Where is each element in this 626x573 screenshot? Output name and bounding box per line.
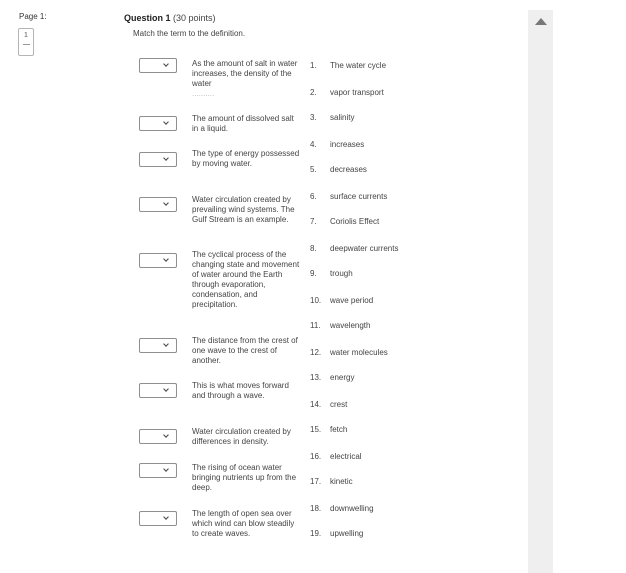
term-label: energy: [330, 373, 355, 382]
scrollbar[interactable]: [528, 10, 553, 573]
term-number: 16.: [310, 452, 322, 461]
term-label: decreases: [330, 165, 367, 174]
term-number: 15.: [310, 425, 322, 434]
answer-dropdown[interactable]: [139, 197, 177, 212]
definition-label: The cyclical process of the changing state and movement of water around the Earth through evaporation, condensation, and precipitation.: [192, 250, 300, 309]
chevron-down-icon: [163, 341, 169, 347]
term-number: 14.: [310, 400, 322, 409]
definition-text: [192, 149, 302, 169]
page-number: 1: [24, 32, 28, 39]
chevron-down-icon: [163, 119, 169, 125]
definition-text: [192, 509, 302, 539]
term-number: 3.: [310, 113, 317, 122]
term-label: wave period: [330, 296, 374, 305]
definition-label: The type of energy possessed by moving water.: [192, 149, 300, 168]
term-number: 2.: [310, 88, 317, 97]
definition-label: This is what moves forward and through a wave.: [192, 381, 289, 400]
term-label: electrical: [330, 452, 362, 461]
definition-label: The rising of ocean water bringing nutrients up from the deep.: [192, 463, 297, 492]
chevron-down-icon: [163, 432, 169, 438]
question-instruction: Match the term to the definition.: [133, 29, 246, 38]
definition-label: Water circulation created by prevailing wind systems. The Gulf Stream is an example.: [192, 195, 295, 224]
definition-text: [192, 114, 302, 134]
page-label: Page 1:: [19, 12, 47, 21]
term-number: 17.: [310, 477, 322, 486]
term-number: 19.: [310, 529, 322, 538]
term-number: 11.: [310, 321, 321, 330]
term-label: Coriolis Effect: [330, 217, 380, 226]
term-label: trough: [330, 269, 353, 278]
term-label: water molecules: [330, 348, 388, 357]
definition-label: The distance from the crest of one wave to the crest of another.: [192, 336, 298, 365]
term-number: 8.: [310, 244, 317, 253]
term-label: The water cycle: [330, 61, 387, 70]
term-number: 12.: [310, 348, 322, 357]
page-thumbnail-1[interactable]: [18, 28, 34, 56]
term-label: salinity: [330, 113, 355, 122]
term-number: 10.: [310, 296, 322, 305]
definition-label: Water circulation created by differences in density.: [192, 427, 291, 446]
chevron-down-icon: [163, 200, 169, 206]
term-label: downwelling: [330, 504, 374, 513]
term-label: deepwater currents: [330, 244, 399, 253]
question-points: (30 points): [173, 13, 216, 23]
answer-dropdown[interactable]: [139, 429, 177, 444]
answer-dropdown[interactable]: [139, 338, 177, 353]
term-number: 13.: [310, 373, 322, 382]
definition-tail: ..........: [192, 89, 215, 98]
term-label: fetch: [330, 425, 348, 434]
term-number: 4.: [310, 140, 317, 149]
definition-text: [192, 195, 302, 225]
definition-text: [192, 250, 302, 310]
term-number: 1.: [310, 61, 317, 70]
chevron-down-icon: [163, 514, 169, 520]
term-label: crest: [330, 400, 348, 409]
definition-text: [192, 463, 302, 493]
answer-dropdown[interactable]: [139, 463, 177, 478]
answer-dropdown[interactable]: [139, 511, 177, 526]
definition-text: [192, 59, 302, 99]
chevron-down-icon: [163, 386, 169, 392]
definition-label: The length of open sea over which wind can blow steadily to create waves.: [192, 509, 295, 538]
chevron-down-icon: [163, 61, 169, 67]
question-number: Question 1: [124, 13, 171, 23]
term-number: 7.: [310, 217, 317, 226]
term-label: vapor transport: [330, 88, 384, 97]
term-label: upwelling: [330, 529, 364, 538]
term-label: surface currents: [330, 192, 388, 201]
term-number: 9.: [310, 269, 317, 278]
triangle-up-icon[interactable]: [535, 18, 547, 25]
definition-text: [192, 381, 302, 401]
chevron-down-icon: [163, 256, 169, 262]
answer-dropdown[interactable]: [139, 116, 177, 131]
chevron-down-icon: [163, 466, 169, 472]
page-thumbnail-line: [23, 44, 30, 45]
term-label: increases: [330, 140, 365, 149]
term-number: 5.: [310, 165, 317, 174]
definition-text: [192, 427, 302, 447]
term-label: kinetic: [330, 477, 353, 486]
definition-text: [192, 336, 302, 366]
answer-dropdown[interactable]: [139, 383, 177, 398]
question-title: [124, 13, 216, 23]
answer-dropdown[interactable]: [139, 152, 177, 167]
answer-dropdown[interactable]: [139, 58, 177, 73]
definition-label: As the amount of salt in water increases, the density of the water: [192, 59, 298, 88]
chevron-down-icon: [163, 155, 169, 161]
term-number: 6.: [310, 192, 317, 201]
answer-dropdown[interactable]: [139, 253, 177, 268]
term-label: wavelength: [330, 321, 371, 330]
definition-label: The amount of dissolved salt in a liquid.: [192, 114, 294, 133]
term-number: 18.: [310, 504, 322, 513]
